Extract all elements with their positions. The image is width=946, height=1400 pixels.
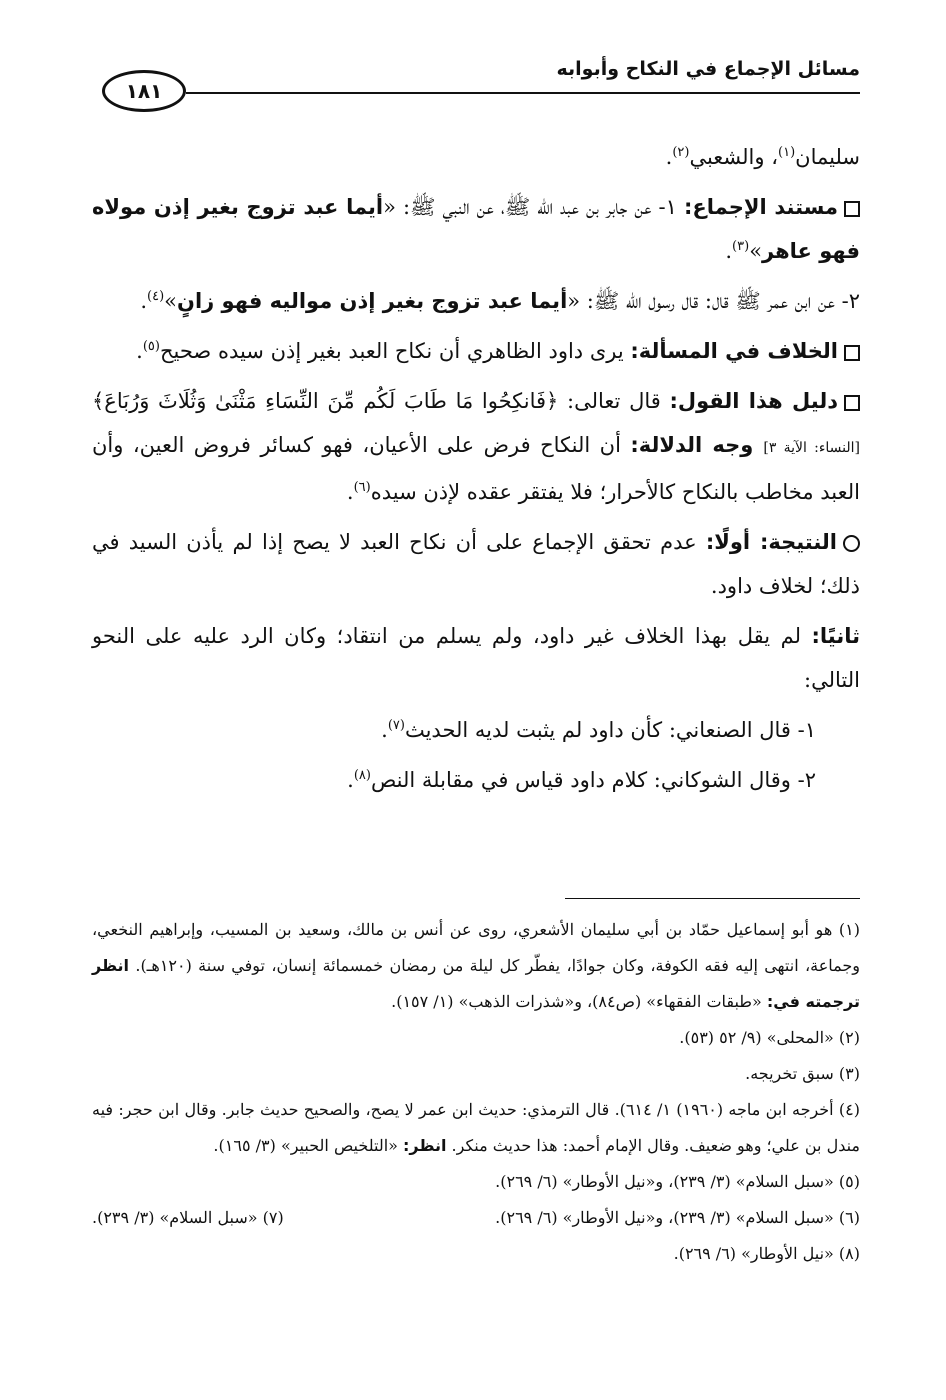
paragraph-1: سليمان$^{(١)}$، والشعبي$^{(٢)}$.: [665, 145, 860, 169]
quran-reference: [النساء: الآية ٣]: [763, 440, 860, 456]
section-label-evidence: مستند الإجماع:: [684, 195, 839, 219]
paragraph-second: ثانيًا: لم يقل بهذا الخلاف غير داود، ولم يسلم من انتقاد؛ وكان الرد عليه على النحو التالي:: [92, 624, 860, 692]
paragraph-item-2: ٢- وقال الشوكاني: كلام داود قياس في مقابلة النص$^{(٨)}$.: [347, 768, 816, 792]
paragraph-item-1: ١- قال الصنعاني: كأن داود لم يثبت لديه الحديث$^{(٧)}$.: [381, 718, 816, 742]
page-header: [100, 52, 860, 132]
footnote-7: (٧) «سبل السلام» (٣/ ٢٣٩).: [92, 1208, 284, 1227]
footnote-3: (٣) سبق تخريجه.: [745, 1064, 860, 1083]
section-label-proof: دليل هذا القول:: [669, 389, 838, 413]
hadith-quote-2: أيما عبد تزوج بغير إذن مواليه فهو زانٍ: [177, 289, 568, 313]
footnote-8: (٨) «نيل الأوطار» (٦/ ٢٦٩).: [673, 1244, 860, 1263]
section-label-dispute: الخلاف في المسألة:: [630, 339, 838, 363]
footnote-row-6-7: [92, 1200, 860, 1236]
main-text: [92, 135, 860, 808]
section-label-second: ثانيًا:: [811, 624, 860, 648]
header-rule: [186, 92, 860, 94]
footnote-ref-7: (٧): [387, 718, 405, 733]
square-bullet-icon: [844, 345, 860, 361]
square-bullet-icon: [844, 201, 860, 217]
footnote-ref-5: (٥): [142, 339, 160, 354]
footnote-ref-6: (٦): [353, 480, 371, 495]
page-number: ١٨١: [102, 70, 186, 112]
paragraph-result: النتيجة: أولًا: عدم تحقق الإجماع على أن نكاح العبد لا يصح إذا لم يأذن السيد في ذلك؛ لخلاف داود.: [92, 530, 860, 598]
footnote-4: (٤) أخرجه ابن ماجه (١٩٦٠) ١/ ٦١٤). قال الترمذي: حديث ابن عمر لا يصح، والصحيح حديث جابر. وقال ابن حجر: فيه مندل بن علي؛ وهو ضعيف. وقال الإمام أحمد: هذا حديث منكر. انظر: «التلخيص الحبير» (٣/ ١٦٥).: [92, 1100, 860, 1155]
footnote-separator: [565, 898, 860, 899]
square-bullet-icon: [844, 395, 860, 411]
footnote-ref-2: (٢): [672, 145, 690, 160]
paragraph-evidence-2: ٢- عن ابن عمر ﷺ قال: قال رسول الله ﷺ: «أيما عبد تزوج بغير إذن مواليه فهو زانٍ»$^{(٤)}$.: [140, 289, 860, 313]
footnote-ref-8: (٨): [353, 768, 371, 783]
footnotes: [92, 912, 860, 1272]
running-title: مسائل الإجماع في النكاح وأبوابه: [556, 58, 860, 80]
paragraph-proof: دليل هذا القول: قال تعالى: ﴿فَانكِحُوا مَا طَابَ لَكُم مِّنَ النِّسَاءِ مَثْنَىٰ وَثُلَاثَ وَرُبَاعَ﴾ [النساء: الآية ٣] وجه الدلالة: أن النكاح فرض على الأعيان، فهو كسائر فروض العين، وأن العبد مخاطب بالنكاح كالأحرار؛ فلا يفتقر عقده لإذن سيده$^{(٦)}$.: [92, 389, 860, 504]
paragraph-dispute: الخلاف في المسألة: يرى داود الظاهري أن نكاح العبد بغير إذن سيده صحيح$^{(٥)}$.: [92, 329, 860, 373]
footnote-2: (٢) «المحلى» (٩/ ٥٢ (٥٣).: [679, 1028, 860, 1047]
footnote-6: (٦) «سبل السلام» (٣/ ٢٣٩)، و«نيل الأوطار» (٦/ ٢٦٩).: [495, 1208, 860, 1227]
section-label-result: النتيجة: أولًا:: [705, 530, 838, 554]
footnote-ref-1: (١): [778, 145, 796, 160]
footnote-5: (٥) «سبل السلام» (٣/ ٢٣٩)، و«نيل الأوطار» (٦/ ٢٦٩).: [495, 1172, 860, 1191]
paragraph-evidence: مستند الإجماع: ١- عن جابر بن عبد الله ﷺ، عن النبي ﷺ: «أيما عبد تزوج بغير إذن مولاه فهو عاهر»$^{(٣)}$.: [92, 195, 860, 263]
hadith-quote-1: أيما عبد تزوج بغير إذن مولاه فهو عاهر: [92, 195, 860, 263]
footnote-1: (١) هو أبو إسماعيل حمّاد بن أبي سليمان الأشعري، روى عن أنس بن مالك، وسعيد بن المسيب، وإبراهيم النخعي، وجماعة، انتهى إليه فقه الكوفة، وكان جوادًا، يفطّر كل ليلة من رمضان خمسمائة إنسان، توفي سنة (١٢٠هـ). انظر ترجمته في: «طبقات الفقهاء» (ص٨٤)، و«شذرات الذهب» (١/ ١٥٧).: [92, 920, 860, 1011]
circle-bullet-icon: [843, 535, 860, 552]
section-label-indication: وجه الدلالة:: [630, 433, 764, 457]
footnote-ref-3: (٣): [732, 239, 750, 254]
footnote-ref-4: (٤): [147, 289, 165, 304]
